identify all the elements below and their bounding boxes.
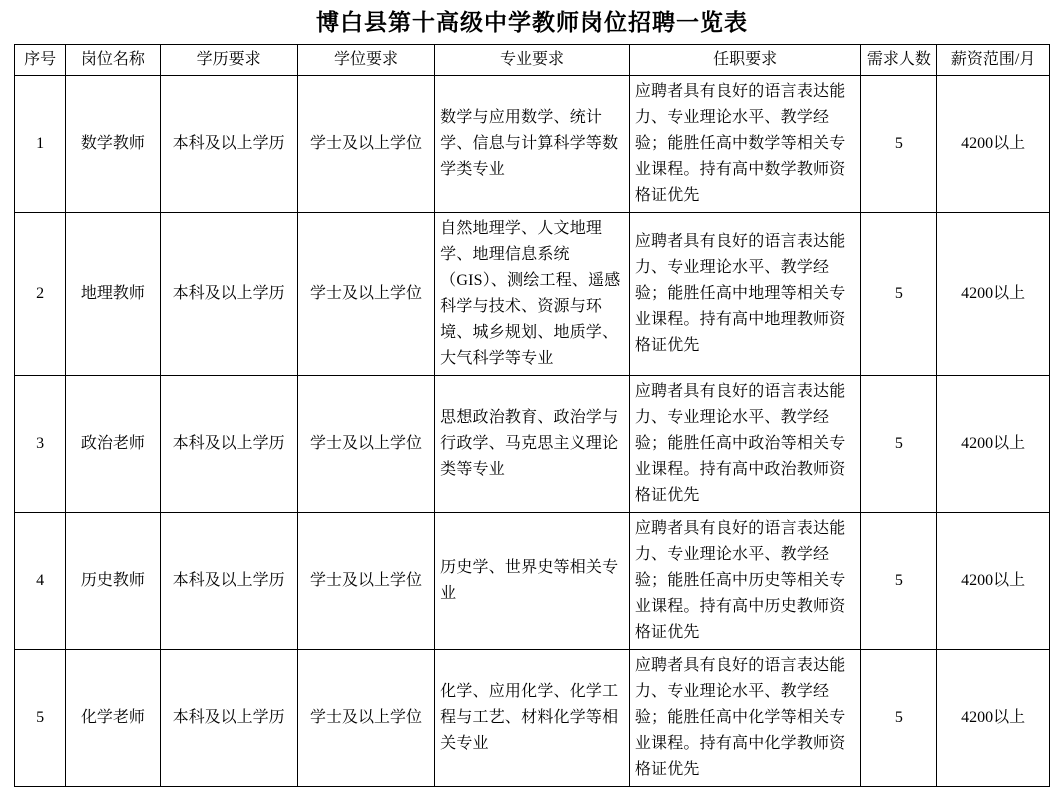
cell-post: 地理教师 xyxy=(66,213,160,376)
cell-salary: 4200以上 xyxy=(937,650,1050,787)
column-header-degree: 学位要求 xyxy=(297,45,434,76)
table-row xyxy=(15,213,1050,376)
cell-major: 思想政治教育、政治学与行政学、马克思主义理论类等专业 xyxy=(435,376,630,513)
column-header-duty: 任职要求 xyxy=(629,45,861,76)
cell-education: 本科及以上学历 xyxy=(160,76,297,213)
table-header-row xyxy=(15,45,1050,76)
table-row xyxy=(15,376,1050,513)
cell-major: 历史学、世界史等相关专业 xyxy=(435,513,630,650)
cell-duty: 应聘者具有良好的语言表达能力、专业理论水平、教学经验；能胜任高中地理等相关专业课程。持有高中地理教师资格证优先 xyxy=(629,213,861,376)
cell-salary: 4200以上 xyxy=(937,76,1050,213)
cell-education: 本科及以上学历 xyxy=(160,213,297,376)
cell-major: 自然地理学、人文地理学、地理信息系统（GIS）、测绘工程、遥感科学与技术、资源与环境、城乡规划、地质学、大气科学等专业 xyxy=(435,213,630,376)
column-header-salary: 薪资范围/月 xyxy=(937,45,1050,76)
table-row xyxy=(15,650,1050,787)
cell-duty: 应聘者具有良好的语言表达能力、专业理论水平、教学经验；能胜任高中数学等相关专业课程。持有高中数学教师资格证优先 xyxy=(629,76,861,213)
cell-no: 4 xyxy=(15,513,66,650)
cell-post: 政治老师 xyxy=(66,376,160,513)
cell-count: 5 xyxy=(861,650,937,787)
table-header xyxy=(15,45,1050,76)
page-title: 博白县第十高级中学教师岗位招聘一览表 xyxy=(316,10,748,35)
cell-count: 5 xyxy=(861,376,937,513)
cell-salary: 4200以上 xyxy=(937,213,1050,376)
cell-no: 5 xyxy=(15,650,66,787)
column-header-major: 专业要求 xyxy=(435,45,630,76)
cell-no: 2 xyxy=(15,213,66,376)
table-row xyxy=(15,513,1050,650)
cell-count: 5 xyxy=(861,513,937,650)
column-header-count: 需求人数 xyxy=(861,45,937,76)
cell-count: 5 xyxy=(861,213,937,376)
cell-degree: 学士及以上学位 xyxy=(297,76,434,213)
column-header-education: 学历要求 xyxy=(160,45,297,76)
cell-major: 数学与应用数学、统计学、信息与计算科学等数学类专业 xyxy=(435,76,630,213)
cell-salary: 4200以上 xyxy=(937,376,1050,513)
cell-no: 1 xyxy=(15,76,66,213)
cell-education: 本科及以上学历 xyxy=(160,513,297,650)
cell-post: 历史教师 xyxy=(66,513,160,650)
cell-post: 数学教师 xyxy=(66,76,160,213)
cell-education: 本科及以上学历 xyxy=(160,650,297,787)
cell-degree: 学士及以上学位 xyxy=(297,376,434,513)
cell-degree: 学士及以上学位 xyxy=(297,513,434,650)
cell-no: 3 xyxy=(15,376,66,513)
cell-major: 化学、应用化学、化学工程与工艺、材料化学等相关专业 xyxy=(435,650,630,787)
cell-post: 化学老师 xyxy=(66,650,160,787)
cell-salary: 4200以上 xyxy=(937,513,1050,650)
cell-duty: 应聘者具有良好的语言表达能力、专业理论水平、教学经验；能胜任高中政治等相关专业课程。持有高中政治教师资格证优先 xyxy=(629,376,861,513)
cell-degree: 学士及以上学位 xyxy=(297,213,434,376)
cell-education: 本科及以上学历 xyxy=(160,376,297,513)
table-row xyxy=(15,76,1050,213)
cell-degree: 学士及以上学位 xyxy=(297,650,434,787)
cell-count: 5 xyxy=(861,76,937,213)
table-body xyxy=(15,76,1050,787)
cell-duty: 应聘者具有良好的语言表达能力、专业理论水平、教学经验；能胜任高中化学等相关专业课程。持有高中化学教师资格证优先 xyxy=(629,650,861,787)
column-header-no: 序号 xyxy=(15,45,66,76)
cell-duty: 应聘者具有良好的语言表达能力、专业理论水平、教学经验；能胜任高中历史等相关专业课程。持有高中历史教师资格证优先 xyxy=(629,513,861,650)
column-header-post: 岗位名称 xyxy=(66,45,160,76)
recruitment-table xyxy=(14,44,1050,787)
